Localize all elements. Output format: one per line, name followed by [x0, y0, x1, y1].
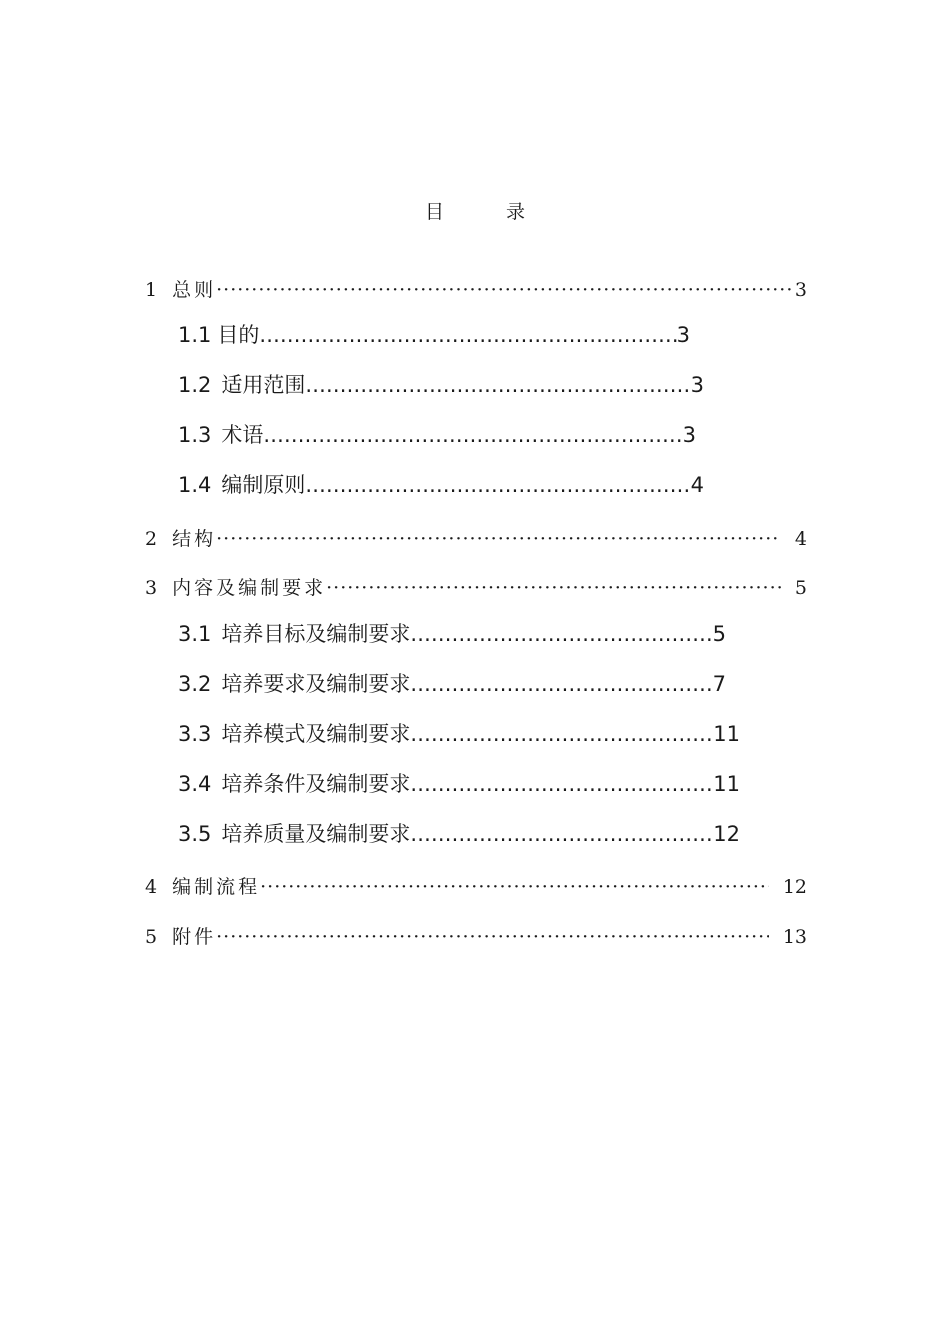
toc-entry-1-4[interactable]: [178, 470, 704, 500]
toc-leader: [410, 619, 712, 649]
toc-heading: 培养质量及编制要求: [221, 822, 411, 846]
toc-entry-1-3[interactable]: [178, 420, 696, 450]
toc-page-number: 3: [690, 373, 704, 397]
toc-leader: [216, 276, 795, 304]
toc-page-number: 3: [794, 279, 807, 301]
toc-leader: [263, 420, 682, 450]
toc-entry-1-2[interactable]: [178, 370, 704, 400]
toc-number: 5: [145, 926, 161, 948]
toc-number: 4: [145, 876, 161, 898]
toc-heading: 培养要求及编制要求: [221, 672, 411, 696]
toc-number: 3.5: [178, 822, 212, 846]
toc-entry-4[interactable]: [145, 873, 807, 901]
toc-entry-3[interactable]: [145, 574, 807, 602]
toc-leader: [260, 873, 769, 901]
toc-entry-1-1[interactable]: [178, 320, 690, 350]
toc-entry-1[interactable]: [145, 276, 807, 304]
toc-leader: [410, 669, 712, 699]
toc-heading: 附件: [172, 926, 217, 948]
toc-page-number: 4: [690, 473, 704, 497]
toc-page-number: 12: [782, 876, 807, 898]
toc-number: 3.4: [178, 772, 212, 796]
toc-entry-3-3[interactable]: [178, 719, 740, 749]
toc-entry-3-5[interactable]: [178, 819, 740, 849]
toc-page-number: 12: [713, 822, 740, 846]
toc-number: 1.2: [178, 373, 212, 397]
toc-heading: 编制流程: [172, 876, 261, 898]
toc-page-number: 4: [794, 528, 807, 550]
toc-page-number: 7: [712, 672, 726, 696]
toc-number: 3.1: [178, 622, 212, 646]
toc-entry-5[interactable]: [145, 923, 807, 951]
toc-page-number: 5: [712, 622, 726, 646]
toc-heading: 内容及编制要求: [172, 577, 327, 599]
toc-leader: [305, 470, 690, 500]
toc-page-number: 13: [782, 926, 807, 948]
toc-number: 3: [145, 577, 161, 599]
toc-leader: [410, 719, 713, 749]
toc-title: 目 录: [424, 201, 554, 223]
toc-number: 2: [145, 528, 161, 550]
toc-leader: [326, 574, 781, 602]
toc-heading: 目的: [217, 323, 260, 347]
toc-heading: 编制原则: [221, 473, 306, 497]
toc-heading: 结构: [172, 528, 217, 550]
toc-heading: 培养目标及编制要求: [221, 622, 411, 646]
toc-heading: 总则: [172, 279, 217, 301]
toc-page-number: 11: [713, 722, 740, 746]
toc-number: 1: [145, 279, 161, 301]
toc-number: 3.2: [178, 672, 212, 696]
toc-page-number: 5: [794, 577, 807, 599]
toc-number: 3.3: [178, 722, 212, 746]
toc-entry-3-4[interactable]: [178, 769, 740, 799]
toc-leader: [410, 769, 713, 799]
toc-leader: [216, 525, 781, 553]
toc-entry-3-1[interactable]: [178, 619, 726, 649]
toc-number: 1.1: [178, 323, 212, 347]
toc-entry-2[interactable]: [145, 525, 807, 553]
toc-entry-3-2[interactable]: [178, 669, 726, 699]
toc-page-number: 3: [676, 323, 690, 347]
toc-page-number: 11: [713, 772, 740, 796]
toc-heading: 术语: [221, 423, 264, 447]
toc-heading: 培养模式及编制要求: [221, 722, 411, 746]
toc-number: 1.4: [178, 473, 212, 497]
toc-page-number: 3: [682, 423, 696, 447]
toc-leader: [259, 320, 676, 350]
toc-leader: [410, 819, 713, 849]
toc-heading: 适用范围: [221, 373, 306, 397]
toc-heading: 培养条件及编制要求: [221, 772, 411, 796]
toc-number: 1.3: [178, 423, 212, 447]
toc-leader: [216, 923, 769, 951]
toc-leader: [305, 370, 690, 400]
